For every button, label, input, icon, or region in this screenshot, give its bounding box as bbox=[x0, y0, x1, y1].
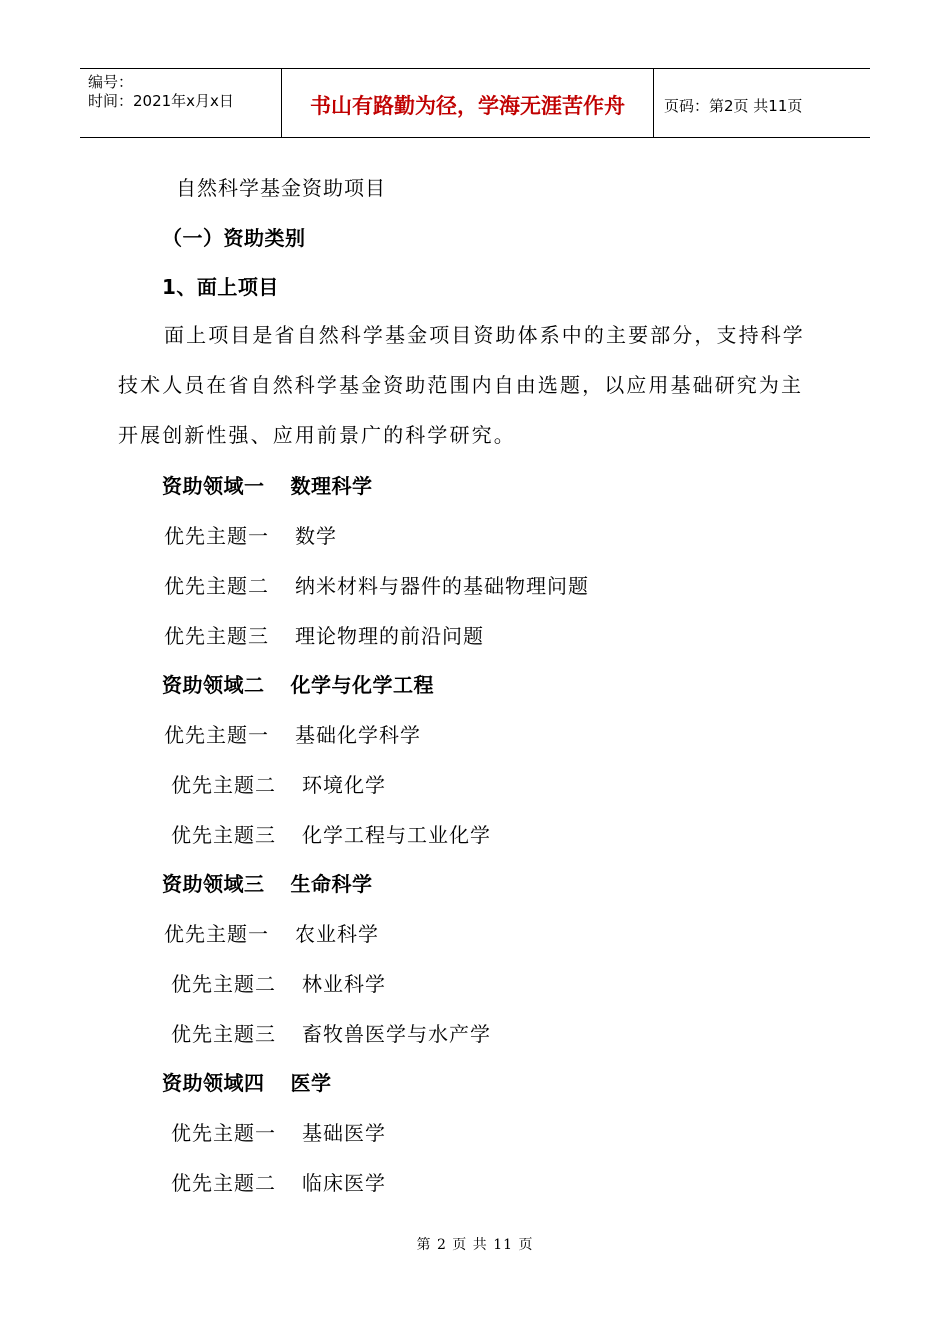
document-title: 自然科学基金资助项目 bbox=[176, 176, 386, 200]
item-label: 优先主题一 bbox=[164, 524, 269, 548]
item-label: 资助领域四 bbox=[162, 1071, 265, 1095]
list-item bbox=[164, 622, 484, 650]
header-motto: 书山有路勤为径，学海无涯苦作舟 bbox=[282, 69, 654, 137]
list-item bbox=[171, 970, 386, 998]
item-text: 化学工程与工业化学 bbox=[302, 823, 491, 847]
list-item bbox=[164, 721, 421, 749]
item-text: 农业科学 bbox=[295, 922, 379, 946]
paragraph-line: 技术人员在省自然科学基金资助范围内自由选题，以应用基础研究为主 bbox=[118, 373, 804, 397]
item-label: 优先主题三 bbox=[171, 823, 276, 847]
list-item bbox=[162, 870, 373, 898]
item-label: 优先主题二 bbox=[164, 574, 269, 598]
item-text: 纳米材料与器件的基础物理问题 bbox=[295, 574, 589, 598]
item-label: 优先主题三 bbox=[171, 1022, 276, 1046]
item-text: 林业科学 bbox=[302, 972, 386, 996]
list-item bbox=[171, 771, 386, 799]
item-text: 医学 bbox=[290, 1071, 332, 1095]
list-item bbox=[164, 522, 337, 550]
document-time: 时间：2021年x月x日 bbox=[88, 92, 234, 110]
list-item bbox=[162, 472, 373, 500]
section-heading: （一）资助类别 bbox=[162, 226, 306, 250]
list-item bbox=[171, 1169, 386, 1197]
list-item bbox=[171, 1020, 491, 1048]
item-text: 生命科学 bbox=[290, 872, 373, 896]
item-label: 优先主题一 bbox=[171, 1121, 276, 1145]
item-label: 优先主题二 bbox=[171, 1171, 276, 1195]
item-text: 基础化学科学 bbox=[295, 723, 421, 747]
item-text: 数理科学 bbox=[290, 474, 373, 498]
item-text: 临床医学 bbox=[302, 1171, 386, 1195]
item-label: 优先主题二 bbox=[171, 972, 276, 996]
item-text: 基础医学 bbox=[302, 1121, 386, 1145]
page-header bbox=[80, 68, 870, 138]
item-label: 优先主题二 bbox=[171, 773, 276, 797]
item-label: 优先主题一 bbox=[164, 723, 269, 747]
page-footer: 第 2 页 共 11 页 bbox=[416, 1237, 534, 1253]
list-item bbox=[164, 572, 589, 600]
list-item bbox=[171, 821, 491, 849]
paragraph-line: 面上项目是省自然科学基金项目资助体系中的主要部分，支持科学 bbox=[164, 323, 805, 347]
item-text: 数学 bbox=[295, 524, 337, 548]
item-text: 环境化学 bbox=[302, 773, 386, 797]
list-item bbox=[171, 1119, 386, 1147]
item-label: 资助领域一 bbox=[162, 474, 265, 498]
item-label: 资助领域三 bbox=[162, 872, 265, 896]
paragraph-line: 开展创新性强、应用前景广的科学研究。 bbox=[118, 423, 516, 447]
item-text: 化学与化学工程 bbox=[290, 673, 434, 697]
list-item bbox=[164, 920, 379, 948]
header-meta bbox=[80, 69, 282, 137]
subsection-heading: 1、面上项目 bbox=[162, 275, 279, 299]
document-number-label: 编号： bbox=[88, 73, 134, 91]
list-item bbox=[162, 1069, 332, 1097]
item-text: 理论物理的前沿问题 bbox=[295, 624, 484, 648]
item-label: 优先主题三 bbox=[164, 624, 269, 648]
intro-paragraph bbox=[118, 310, 838, 460]
item-label: 优先主题一 bbox=[164, 922, 269, 946]
item-label: 资助领域二 bbox=[162, 673, 265, 697]
header-page-info: 页码：第2页 共11页 bbox=[664, 96, 803, 115]
list-item bbox=[162, 671, 434, 699]
item-text: 畜牧兽医学与水产学 bbox=[302, 1022, 491, 1046]
